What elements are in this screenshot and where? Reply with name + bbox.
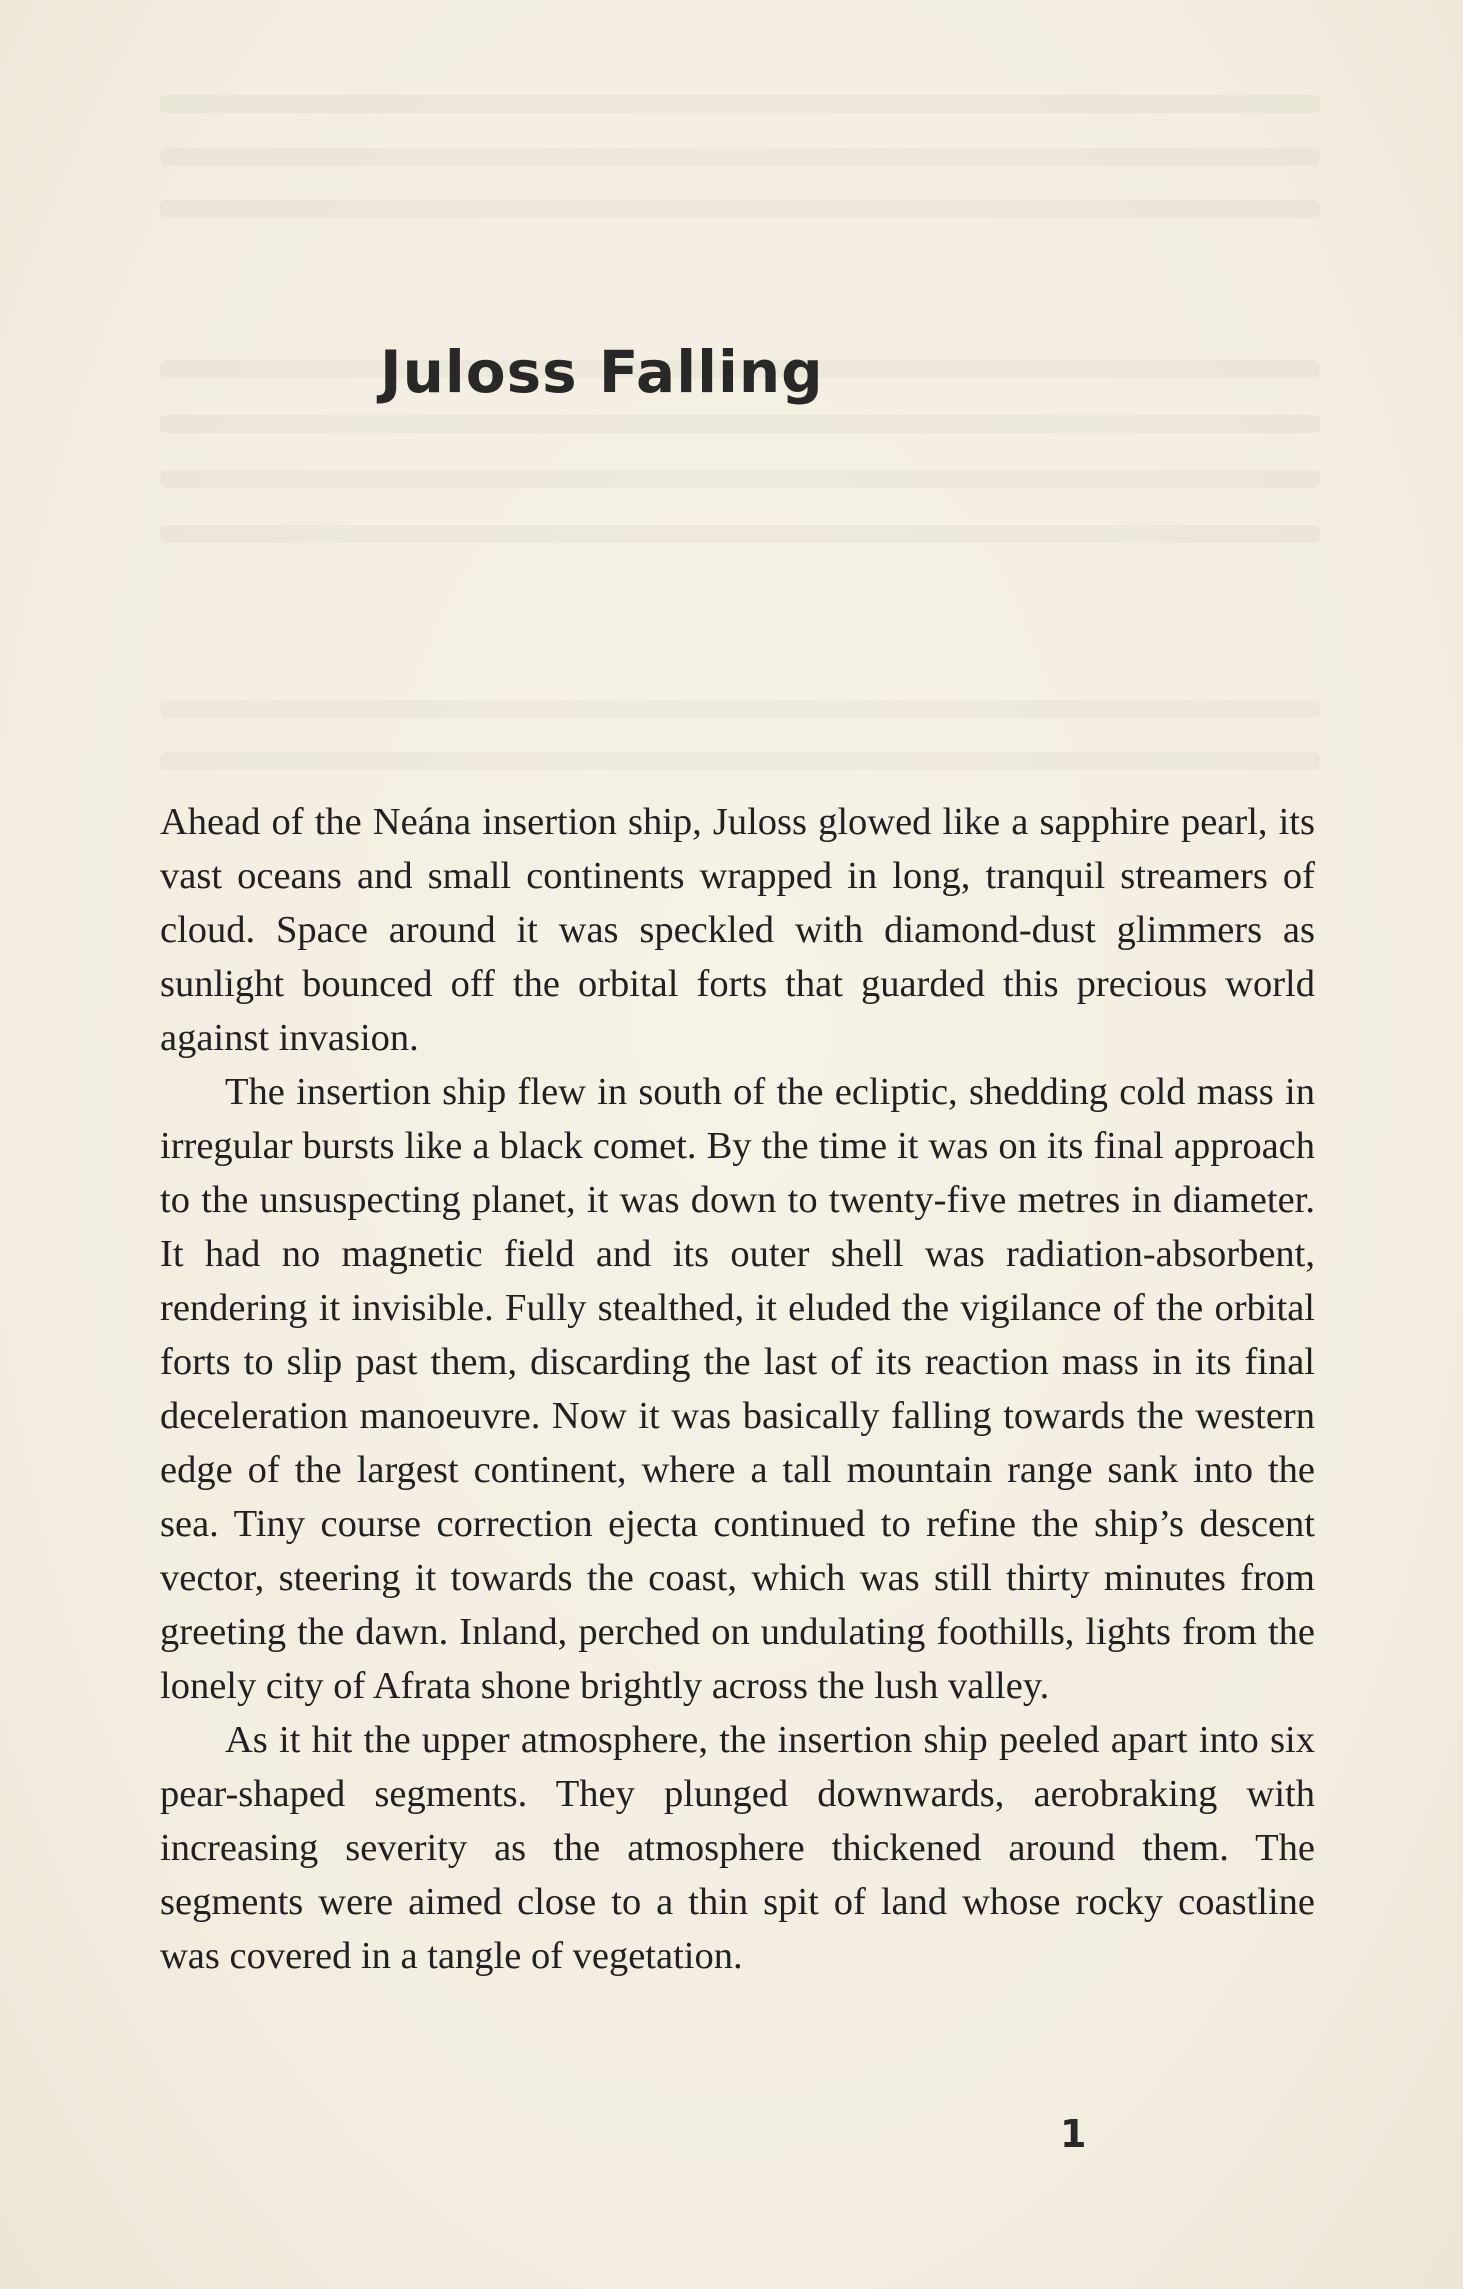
paragraph-2: The insertion ship flew in south of the ecliptic, shedding cold mass in irregular bursts like a black comet. By the time it was on its final approach to the unsuspecting planet, it was down to twenty-​five metres in diameter. It had no magnetic field and its outer shell was radiation-absorbent, rendering it invisible. Fully stealthed, it eluded the vigilance of the orbital forts to slip past them, discarding the last of its reaction mass in its final deceleration manoeuvre. Now it was basically falling towards the western edge of the largest continent, where a tall mountain range sank into the sea. Tiny course correction ejecta continued to refine the ship’s descent vector, steering it towards the coast, which was still thirty minutes from greeting the dawn. Inland, perched on undulating foothills, lights from the lonely city of Afrata shone brightly across the lush valley. (160, 1071, 1315, 1707)
show-through (160, 700, 1320, 718)
page-number: 1 (1060, 2112, 1087, 2156)
chapter-body (160, 795, 1315, 1983)
show-through (160, 415, 1320, 433)
show-through (160, 95, 1320, 113)
show-through (160, 525, 1320, 543)
show-through (160, 752, 1320, 770)
show-through (160, 148, 1320, 166)
show-through (160, 200, 1320, 218)
chapter-title: Juloss Falling (380, 338, 824, 406)
show-through (160, 470, 1320, 488)
paragraph-3: As it hit the upper atmosphere, the insertion ship peeled apart into six pear-shaped segments. They plunged downwards, aerobraking with increasing severity as the atmosphere thickened around them. The segments were aimed close to a thin spit of land whose rocky coastline was covered in a tangle of vegetation. (160, 1719, 1315, 1977)
paragraph-1: Ahead of the Neána insertion ship, Juloss glowed like a sapphire pearl, its vast oceans and small continents wrapped in long, tranquil streamers of cloud. Space around it was speckled with diamond-dust glimmers as sunlight bounced off the orbital forts that guarded this precious world against invasion. (160, 801, 1315, 1059)
